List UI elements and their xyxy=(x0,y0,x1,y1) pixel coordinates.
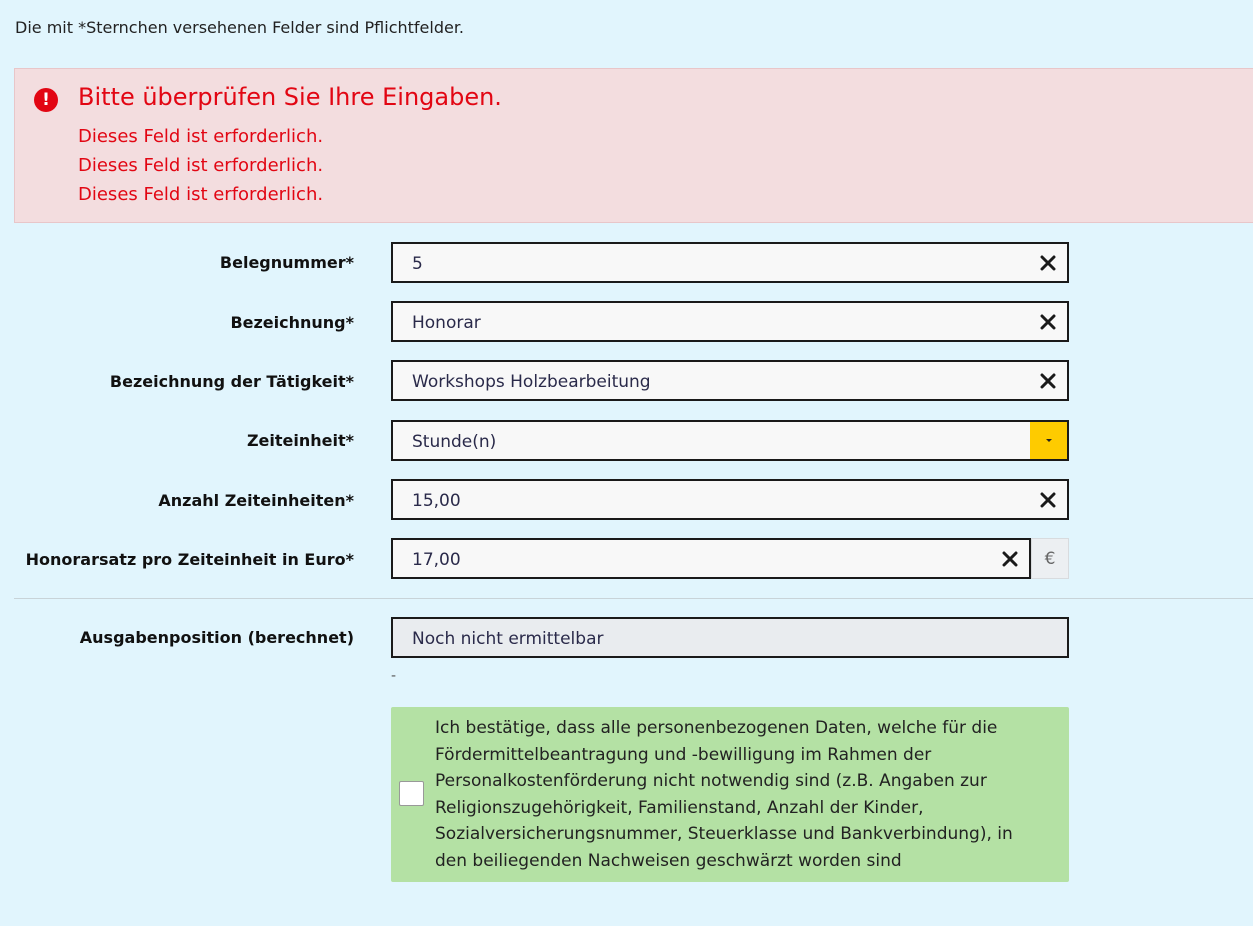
zeiteinheit-label: Zeiteinheit* xyxy=(246,431,354,450)
anzahl-input[interactable] xyxy=(391,479,1069,520)
consent-checkbox[interactable] xyxy=(399,781,424,806)
exclamation-icon: ! xyxy=(34,88,58,112)
clear-icon[interactable] xyxy=(1037,370,1059,392)
taetigkeit-value: Workshops Holzbearbeitung xyxy=(412,372,651,392)
honorarsatz-value: 17,00 xyxy=(412,550,461,570)
ausgabenposition-field xyxy=(391,617,1069,658)
bezeichnung-input[interactable] xyxy=(391,301,1069,342)
taetigkeit-input[interactable] xyxy=(391,360,1069,401)
belegnummer-value: 5 xyxy=(412,254,423,274)
belegnummer-label: Belegnummer* xyxy=(219,253,354,272)
anzahl-label: Anzahl Zeiteinheiten* xyxy=(158,491,354,510)
zeiteinheit-value: Stunde(n) xyxy=(412,432,497,452)
alert-title: Bitte überprüfen Sie Ihre Eingaben. xyxy=(78,83,502,111)
divider xyxy=(14,598,1253,599)
dropdown-button[interactable] xyxy=(1030,422,1067,459)
alert-message: Dieses Feld ist erforderlich. xyxy=(78,184,324,205)
clear-icon[interactable] xyxy=(999,548,1021,570)
euro-suffix: € xyxy=(1031,538,1069,579)
bezeichnung-label: Bezeichnung* xyxy=(230,313,354,332)
caret-down-icon xyxy=(1044,438,1054,444)
clear-icon[interactable] xyxy=(1037,252,1059,274)
honorarsatz-label: Honorarsatz pro Zeiteinheit in Euro* xyxy=(25,550,354,569)
consent-text[interactable]: Ich bestätige, dass alle personenbezogenen Daten, welche für die Fördermittelbeantragung und -bewilligung im Rahmen der Personalkostenförderung nicht notwendig sind (z.B. Angaben zur Religionszugehörigkeit, Familienstand, Anzahl der Kinder, Sozialversicherungsnummer, Steuerklasse und Bankverbindung), in den beiliegenden Nachweisen geschwärzt worden sind xyxy=(435,718,1013,871)
clear-icon[interactable] xyxy=(1037,311,1059,333)
ausgabenposition-note: - xyxy=(391,668,397,684)
anzahl-value: 15,00 xyxy=(412,491,461,511)
taetigkeit-label: Bezeichnung der Tätigkeit* xyxy=(109,372,354,391)
ausgabenposition-value: Noch nicht ermittelbar xyxy=(412,629,604,649)
error-alert xyxy=(14,68,1253,223)
required-fields-hint: Die mit *Sternchen versehenen Felder sind Pflichtfelder. xyxy=(15,18,465,37)
consent-box xyxy=(391,707,1069,882)
honorarsatz-input[interactable] xyxy=(391,538,1031,579)
belegnummer-input[interactable] xyxy=(391,242,1069,283)
alert-message: Dieses Feld ist erforderlich. xyxy=(78,155,324,176)
ausgabenposition-label: Ausgabenposition (berechnet) xyxy=(79,628,354,647)
zeiteinheit-select[interactable] xyxy=(391,420,1069,461)
clear-icon[interactable] xyxy=(1037,489,1059,511)
alert-message: Dieses Feld ist erforderlich. xyxy=(78,126,324,147)
bezeichnung-value: Honorar xyxy=(412,313,481,333)
